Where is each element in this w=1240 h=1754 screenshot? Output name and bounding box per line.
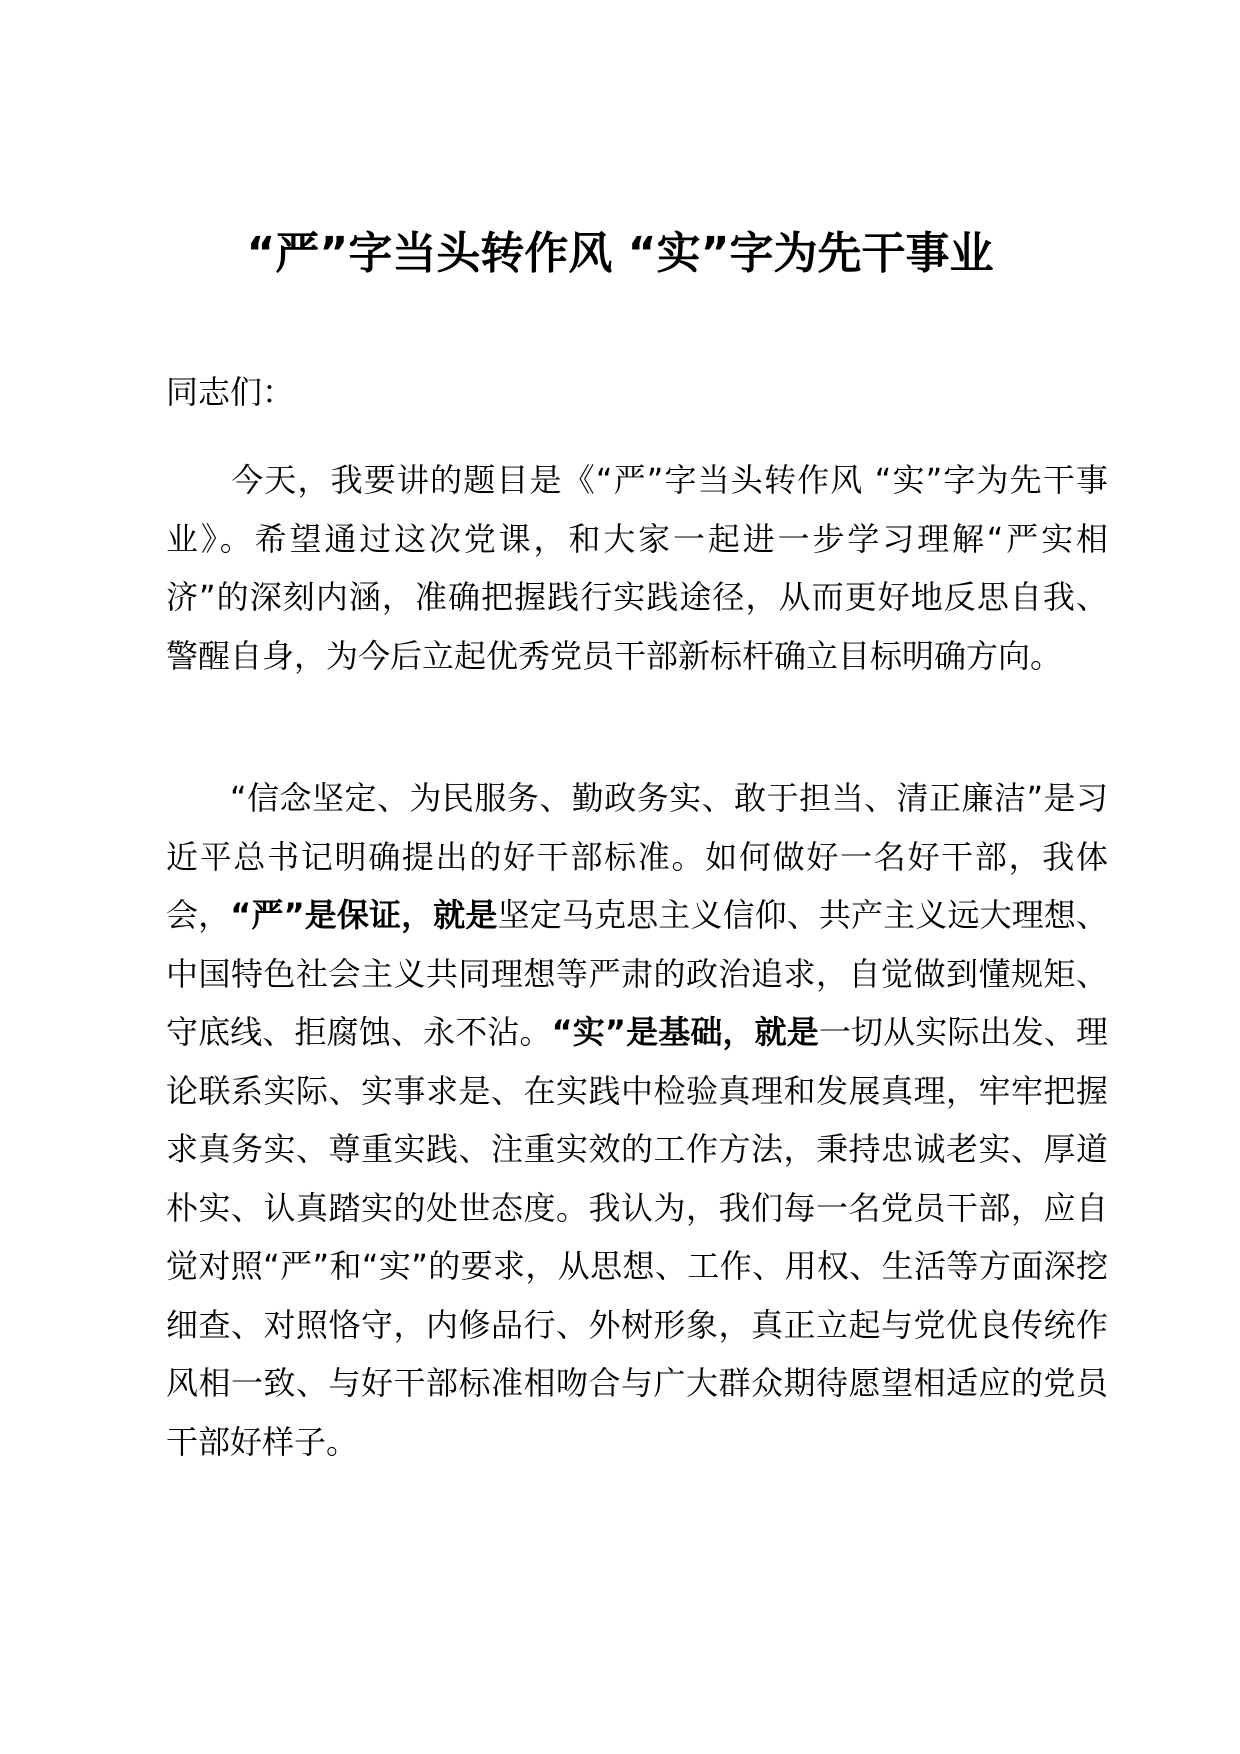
bold-phrase-strict: “严”是保证，就是 (230, 896, 498, 934)
paragraph-intro (166, 451, 1108, 685)
paragraph-standards-text-2: 坚定马克思主义信仰、共产主义远大理想、中国特色社会主义共同理想等严肃的政治追求，自觉做到懂规矩、守底线、拒腐蚀、永不沾。 (166, 896, 1108, 1051)
document-title: “严”字当头转作风 “实”字为先干事业 (246, 228, 994, 279)
paragraph-standards-text-3: 一切从实际出发、理论联系实际、实事求是、在实践中检验真理和发展真理，牢牢把握求真务实、尊重实践、注重实效的工作方法，秉持忠诚老实、厚道朴实、认真踏实的处世态度。我认为，我们每一名党员干部，应自觉对照“严”和“实”的要求，从思想、工作、用权、生活等方面深挖细查、对照恪守，内修品行、外树形象，真正立起与党优良传统作风相一致、与好干部标准相吻合与广大群众期待愿望相适应的党员干部好样子。 (166, 1013, 1108, 1461)
bold-phrase-practical: “实”是基础，就是 (551, 1013, 819, 1051)
paragraph-intro-text: 今天，我要讲的题目是《“严”字当头转作风 “实”字为先干事业》。希望通过这次党课，和大家一起进一步学习理解“严实相济”的深刻内涵，准确把握践行实践途径，从而更好地反思自我、警醒自身，为今后立起优秀党员干部新标杆确立目标明确方向。 (166, 461, 1108, 675)
paragraph-standards-text-1: “信念坚定、为民服务、勤政务实、敢于担当、清正廉洁”是习近平总书记明确提出的好干部标准。如何做好一名好干部，我体会， (166, 779, 1108, 934)
paragraph-standards (166, 769, 1108, 1471)
greeting: 同志们： (166, 373, 295, 411)
